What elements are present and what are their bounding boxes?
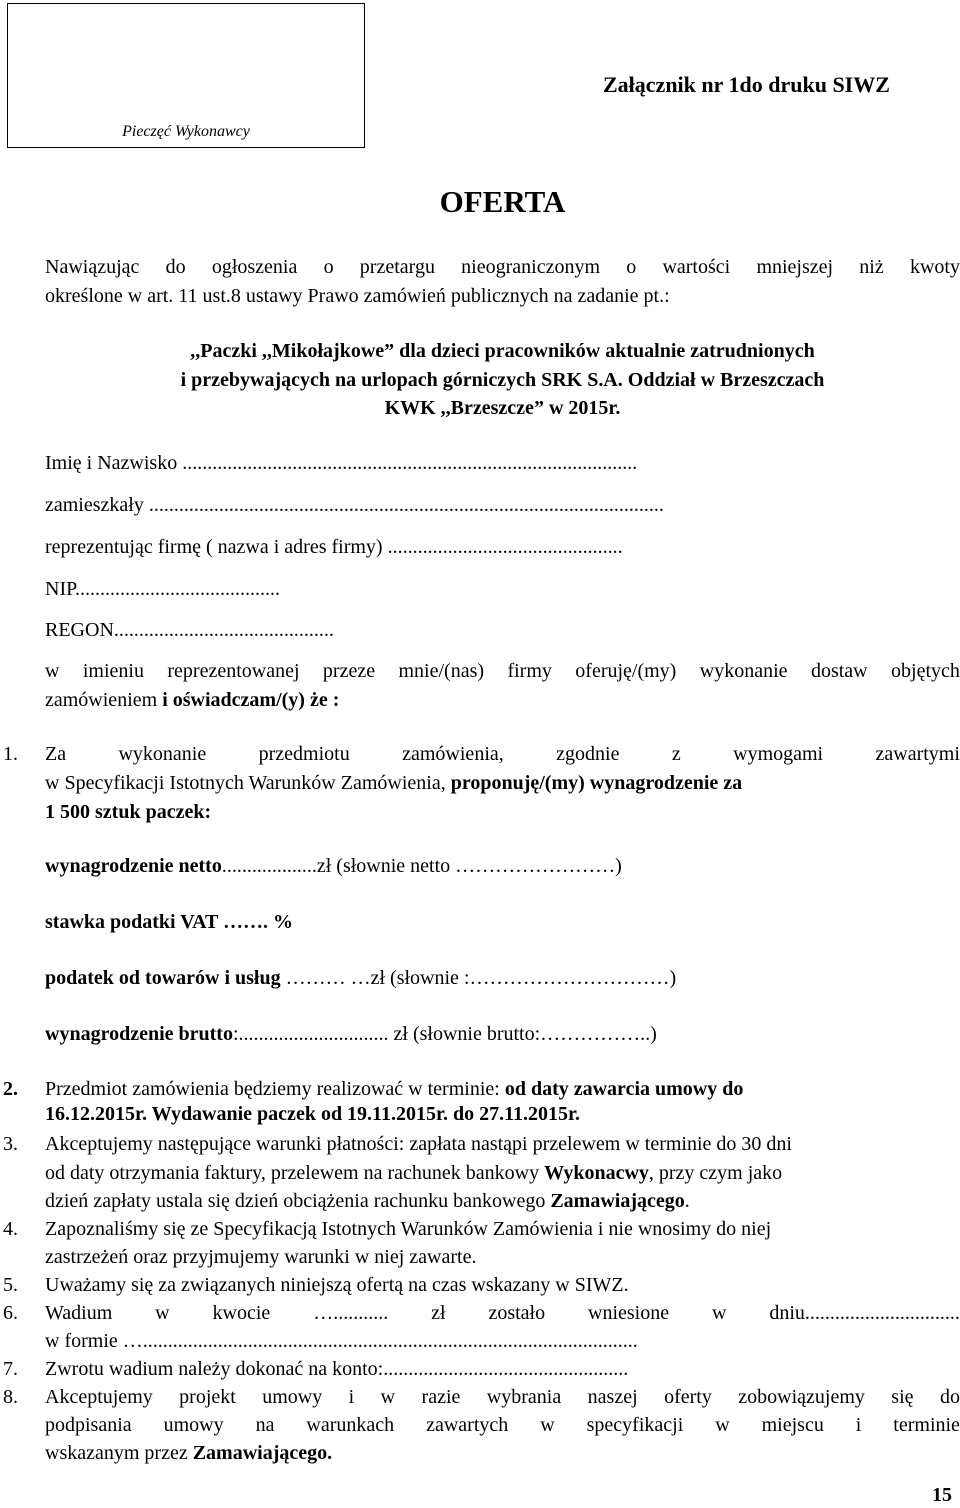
page-number: 15 (932, 1484, 952, 1506)
item-4-number: 4. (3, 1218, 18, 1240)
item-3-number: 3. (3, 1133, 18, 1155)
field-nip[interactable]: NIP......................................... (45, 578, 281, 600)
item-2-line-2: 16.12.2015r. Wydawanie paczek od 19.11.2015r. do 27.11.2015r. (45, 1103, 581, 1125)
item-7-number: 7. (3, 1358, 18, 1380)
item-6-line-2[interactable]: w formie …................................................................................................... (45, 1330, 638, 1352)
price-gross[interactable]: wynagrodzenie brutto:.............................. zł (słownie brutto:……………..) (45, 1023, 657, 1045)
item-8-line-2: podpisania umowy na warunkach zawartych w specyfikacji w miejscu i terminie (45, 1414, 960, 1436)
item-8-line-1: Akceptujemy projekt umowy i w razie wybrania naszej oferty zobowiązujemy się do (45, 1386, 960, 1408)
document-title: OFERTA (439, 184, 566, 219)
price-vat[interactable]: stawka podatki VAT ……. % (45, 911, 294, 933)
item-2-number: 2. (3, 1078, 18, 1100)
intro-line-2: określone w art. 11 ust.8 ustawy Prawo zamówień publicznych na zadanie pt.: (45, 285, 670, 307)
item-6-line-1[interactable]: Wadium w kwocie …........... zł zostało wniesione w dniu............................... (45, 1302, 960, 1324)
item-1-line-1: Za wykonanie przedmiotu zamówienia, zgodnie z wymogami zawartymi (45, 743, 960, 765)
field-name[interactable]: Imię i Nazwisko ........................................................................................... (45, 452, 638, 474)
field-firm[interactable]: reprezentując firmę ( nazwa i adres firmy) ............................................... (45, 536, 623, 558)
field-address[interactable]: zamieszkały ....................................................................................................... (45, 494, 664, 516)
item-1-line-3: 1 500 sztuk paczek: (45, 801, 212, 823)
subject-line-2: i przebywających na urlopach górniczych SRK S.A. Oddział w Brzeszczach (180, 369, 825, 391)
price-tax[interactable]: podatek od towarów i usług ……… …zł (słownie :…………………………) (45, 967, 677, 989)
item-2-line-1: Przedmiot zamówienia będziemy realizować w terminie: od daty zawarcia umowy do (45, 1078, 744, 1100)
field-regon[interactable]: REGON............................................ (45, 619, 334, 641)
stamp-label: Pieczęć Wykonawcy (122, 123, 250, 140)
intro-line-1: Nawiązując do ogłoszenia o przetargu nieograniczonym o wartości mniejszej niż kwoty (45, 256, 960, 278)
item-3-line-2: od daty otrzymania faktury, przelewem na rachunek bankowy Wykonacwy, przy czym jako (45, 1162, 783, 1184)
declaration-line-1: w imieniu reprezentowanej przeze mnie/(nas) firmy oferuję/(my) wykonanie dostaw objętych (45, 660, 960, 682)
item-3-line-3: dzień zapłaty ustala się dzień obciążenia rachunku bankowego Zamawiającego. (45, 1190, 690, 1212)
item-1-number: 1. (3, 743, 18, 765)
subject-line-1: ,,Paczki ,,Mikołajkowe” dla dzieci pracowników aktualnie zatrudnionych (190, 340, 815, 362)
price-net[interactable]: wynagrodzenie netto...................zł (słownie netto ……………………) (45, 855, 622, 877)
item-4-line-2: zastrzeżeń oraz przyjmujemy warunki w niej zawarte. (45, 1246, 477, 1268)
subject-line-3: KWK ,,Brzeszcze” w 2015r. (384, 397, 621, 419)
item-1-line-2: w Specyfikacji Istotnych Warunków Zamówienia, proponuję/(my) wynagrodzenie za (45, 772, 743, 794)
annex-title: Załącznik nr 1do druku SIWZ (603, 72, 890, 97)
item-8-line-3: wskazanym przez Zamawiającego. (45, 1442, 333, 1464)
declaration-line-2: zamówieniem i oświadczam/(y) że : (45, 689, 340, 711)
item-3-line-1: Akceptujemy następujące warunki płatności: zapłata nastąpi przelewem w terminie do 30 dni (45, 1133, 792, 1155)
item-7-line-1[interactable]: Zwrotu wadium należy dokonać na konto:................................................. (45, 1358, 629, 1380)
item-8-number: 8. (3, 1386, 18, 1408)
item-5-number: 5. (3, 1274, 18, 1296)
item-5-line-1: Uważamy się za związanych niniejszą ofertą na czas wskazany w SIWZ. (45, 1274, 629, 1296)
item-6-number: 6. (3, 1302, 18, 1324)
item-4-line-1: Zapoznaliśmy się ze Specyfikacją Istotnych Warunków Zamówienia i nie wnosimy do niej (45, 1218, 772, 1240)
